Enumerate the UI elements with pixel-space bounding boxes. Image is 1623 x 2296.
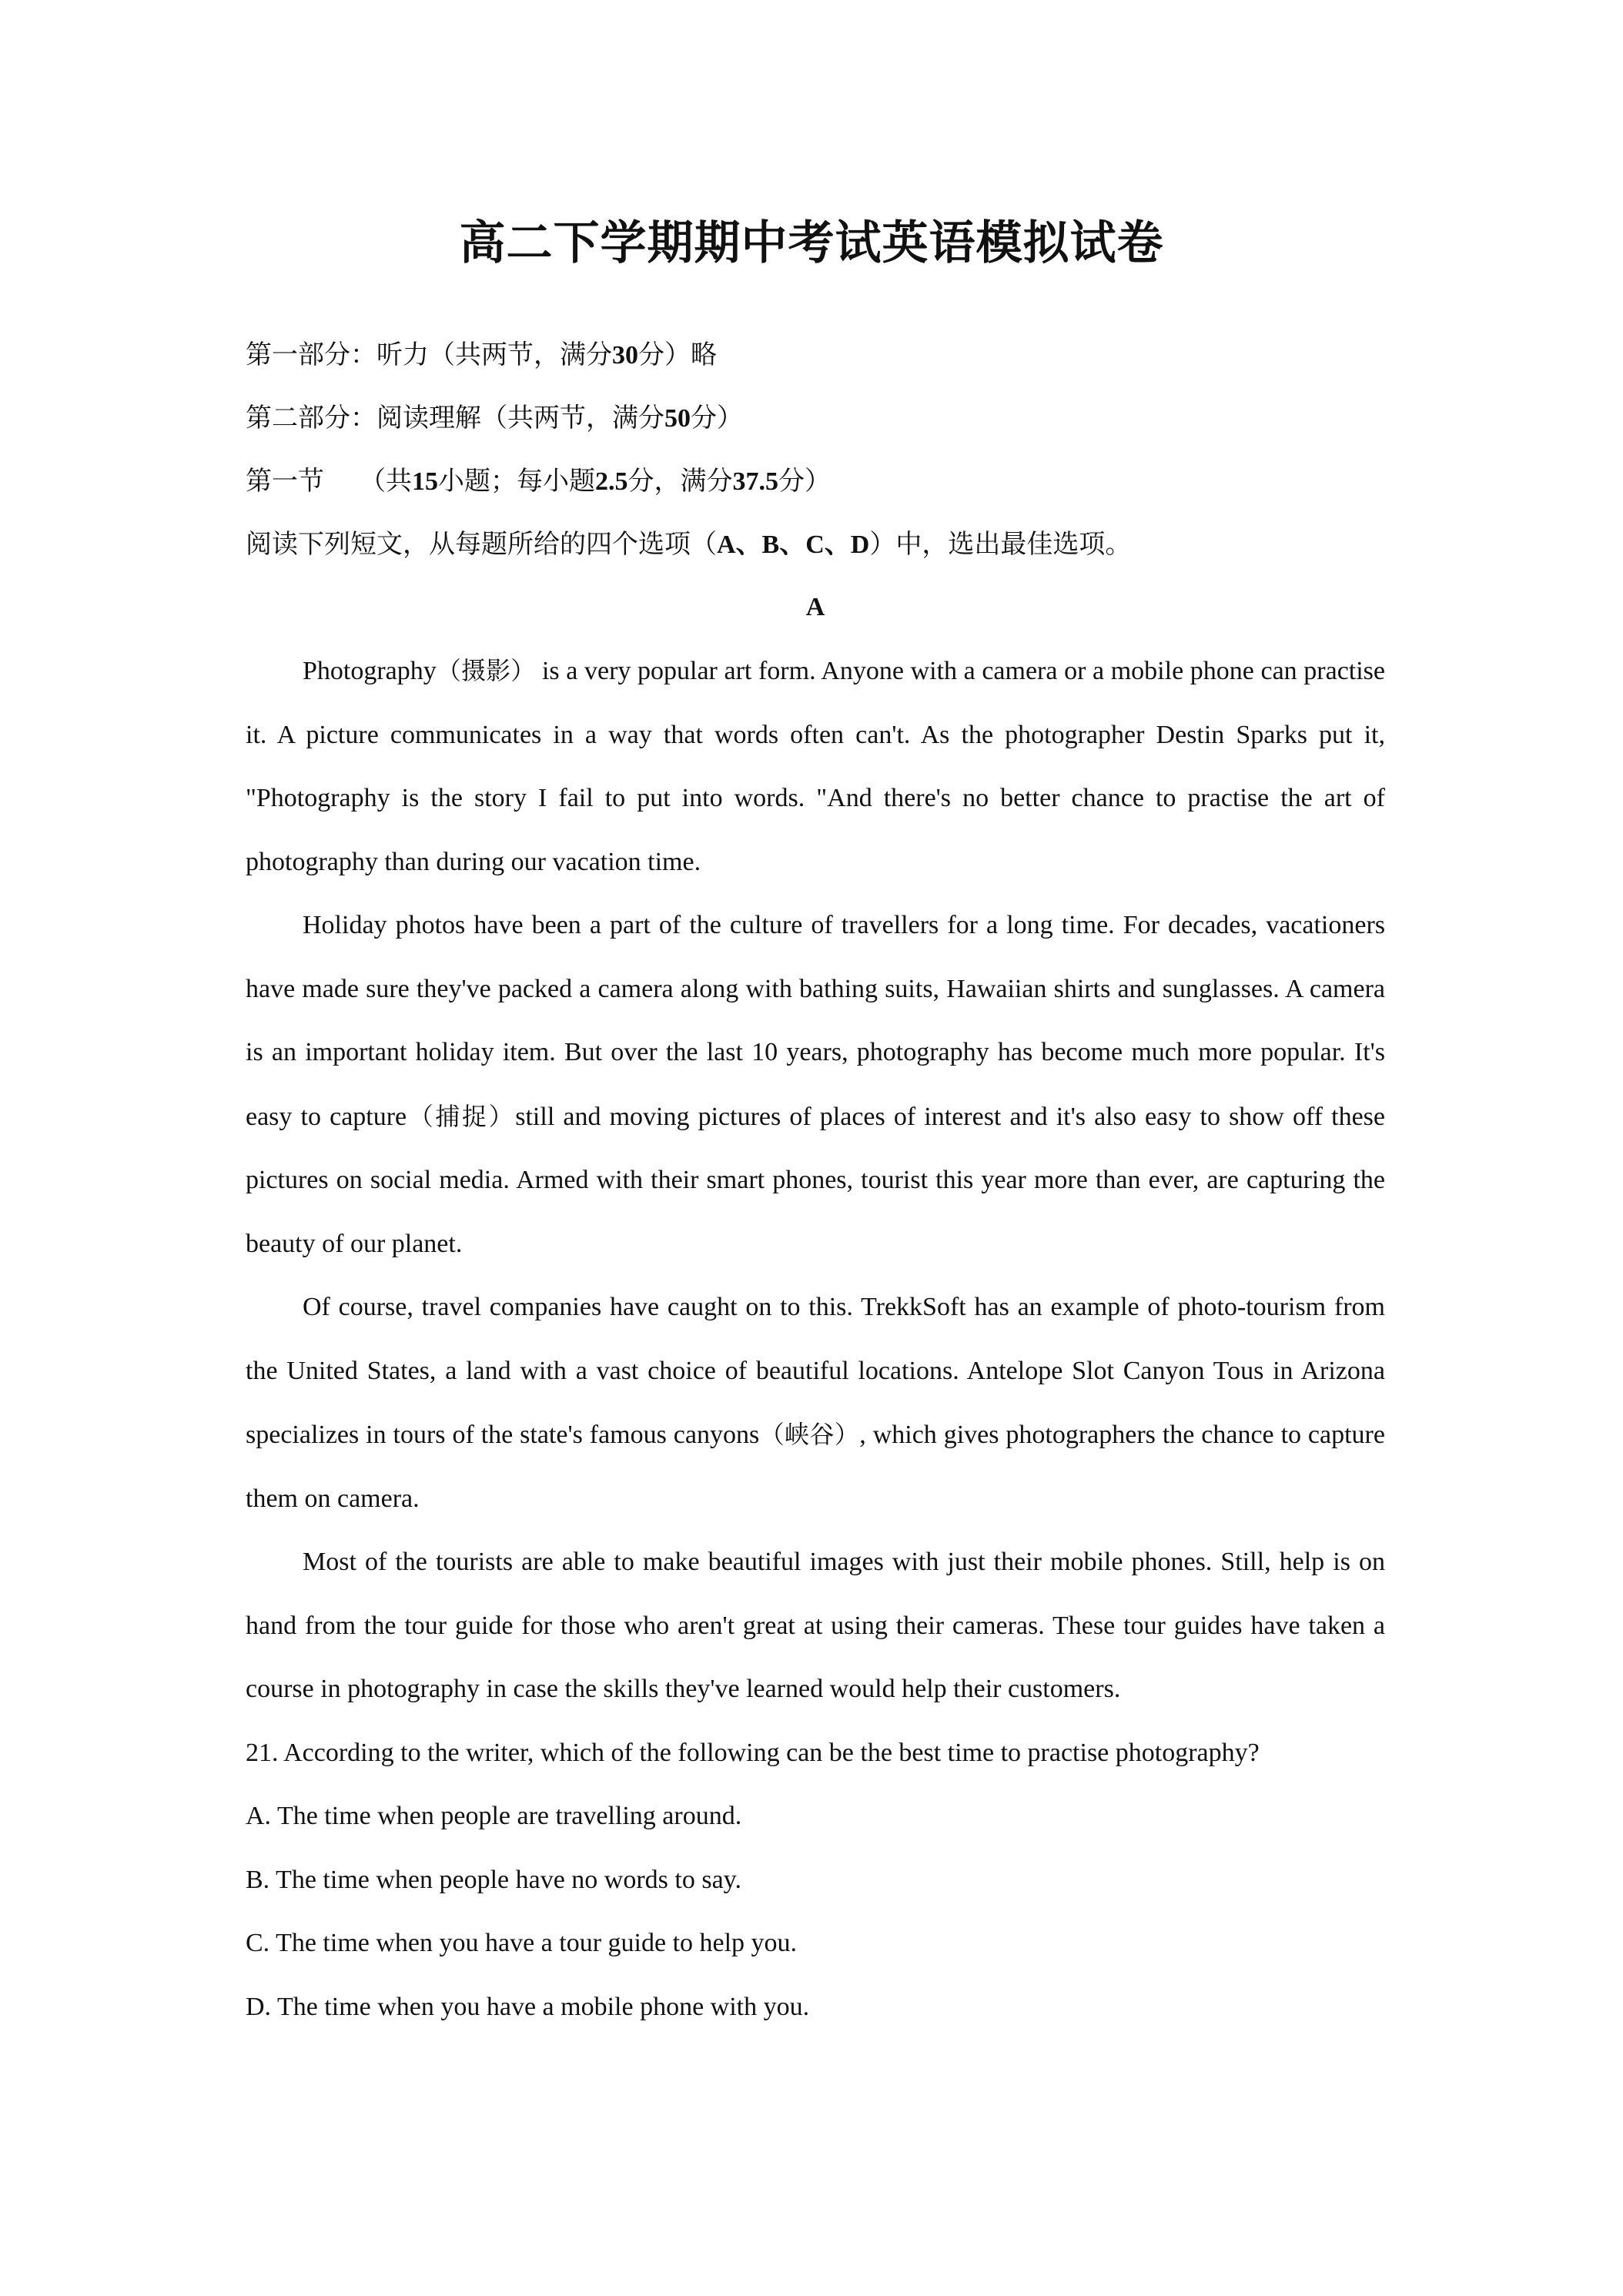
- exam-title: 高二下学期期中考试英语模拟试卷: [459, 216, 1164, 270]
- instruction-pre: 阅读下列短文，从每题所给的四个选项（: [246, 529, 717, 560]
- part1-header-score: 30: [612, 341, 638, 370]
- p3-text-a: Of course, travel companies have caught on to this. TrekkSoft has an example of photo-tourism from the United States, a land with a vast choice of beautiful locations. Antelope Slot Canyon Tous in Arizona specializes in tours of the state's famous canyons: [246, 1293, 1385, 1449]
- exam-content: [246, 323, 1385, 2039]
- p2-gloss: （捕捉）: [407, 1101, 516, 1131]
- passage-paragraph-4: Most of the tourists are able to make beautiful images with just their mobile phones. Still, help is on hand from the tour guide for those who aren't great at using their cameras. These tour guides have taken a course in photography in case the skills they've learned would help their customers.: [246, 1548, 1385, 1703]
- section1-post: 分）: [778, 466, 831, 497]
- p1-gloss: （摄影）: [436, 656, 536, 685]
- p3-text-b: , which gives photographers the chance to capture them on camera.: [246, 1421, 1385, 1513]
- part1-header-pre: 第一部分：听力（共两节，满分: [246, 340, 612, 370]
- p3-gloss: （峡谷）: [759, 1420, 860, 1449]
- section1-mid2: 分，满分: [627, 466, 733, 497]
- section1-label: 第一节: [246, 466, 324, 497]
- question-21-stem: 21. According to the writer, which of the following can be the best time to practise photography?: [246, 1738, 1260, 1767]
- question-21-option-b: B. The time when people have no words to say.: [246, 1865, 741, 1894]
- passage-paragraph-1: [246, 639, 1385, 894]
- section1-pre: （共: [360, 466, 412, 497]
- passage-paragraph-2: [246, 894, 1385, 1276]
- p2-text-b: still and moving pictures of places of interest and it's also easy to show off these pictures on social media. Armed with their smart phones, tourist this year more than ever, are capturing the beauty of our planet.: [246, 1102, 1385, 1258]
- question-21-option-d: D. The time when you have a mobile phone with you.: [246, 1992, 810, 2021]
- section1-header: [246, 450, 1385, 513]
- part1-header: [246, 323, 1385, 387]
- p1-text-a: Photography: [303, 657, 437, 685]
- instruction-letters: A、B、C、D: [717, 530, 870, 559]
- p1-text-b: is a very popular art form. Anyone with a camera or a mobile phone can practise it. A picture communicates in a way that words often can't. As the photographer Destin Sparks put it, "Photography is the story I fail to put into words. "And there's no better chance to practise the art of photography than during our vacation time.: [246, 657, 1385, 876]
- passage-letter: A: [805, 593, 825, 621]
- question-21-option-c: C. The time when you have a tour guide to help you.: [246, 1929, 798, 1957]
- instruction-post: ）中，选出最佳选项。: [869, 529, 1132, 560]
- part2-header-pre: 第二部分：阅读理解（共两节，满分: [246, 403, 664, 433]
- section1-mid1: 小题；每小题: [438, 466, 595, 497]
- reading-instruction: [246, 513, 1385, 576]
- passage-paragraph-3: [246, 1276, 1385, 1531]
- question-21-option-a: A. The time when people are travelling around.: [246, 1802, 742, 1830]
- section1-per-score: 2.5: [595, 467, 628, 496]
- part2-header: [246, 387, 1385, 450]
- section1-total-score: 37.5: [732, 467, 778, 496]
- section1-count: 15: [412, 467, 438, 496]
- p2-text-a: Holiday photos have been a part of the culture of travellers for a long time. For decades, vacationers have made sure they've packed a camera along with bathing suits, Hawaiian shirts and sunglasses. A camera is an important holiday item. But over the last 10 years, photography has become much more popular. It's easy to capture: [246, 911, 1385, 1131]
- part1-header-post: 分）略: [638, 340, 717, 370]
- part2-header-score: 50: [664, 404, 691, 433]
- part2-header-post: 分）: [691, 403, 743, 433]
